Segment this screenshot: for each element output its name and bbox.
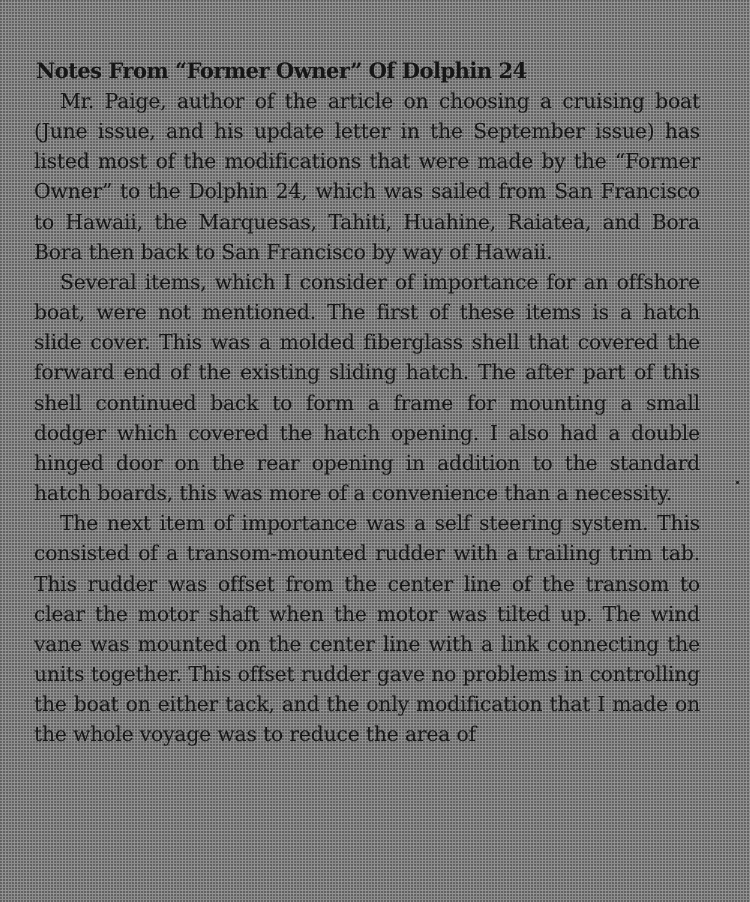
article-paragraph-3: The next item of importance was a self steering system. This consisted of a transom-mounted rudder with a trailing trim tab. This rudder was offset from the center line of the transom to clear the motor shaft when the motor was tilted up. The wind vane was mounted on the center line with a link connecting the units together. This offset rudder gave no problems in controlling the boat on either tack, and the only modification that I made on the whole voyage was to reduce the area of (34, 511, 700, 747)
article-paragraph-2: Several items, which I consider of importance for an offshore boat, were not mentioned. The first of these items is a hatch slide cover. This was a molded fiberglass shell that covered the forward end of the existing sliding hatch. The after part of this shell continued back to form a frame for mounting a small dodger which covered the hatch opening. I also had a double hinged door on the rear opening in addition to the standard hatch boards, this was more of a convenience than a necessity. (34, 269, 700, 506)
article-title: Notes From “Former Owner” Of Dolphin 24 (36, 58, 527, 83)
article-paragraph-1: Mr. Paige, author of the article on choosing a cruising boat (June issue, and his update letter in the September issue) has listed most of the modifications that were made by the “Former Owner” to the Dolphin 24, which was sailed from San Francisco to Hawaii, the Marquesas, Tahiti, Huahine, Raiatea, and Bora Bora then back to San Francisco by way of Hawaii. (34, 89, 700, 264)
scan-speck (736, 481, 739, 484)
article (34, 56, 700, 749)
